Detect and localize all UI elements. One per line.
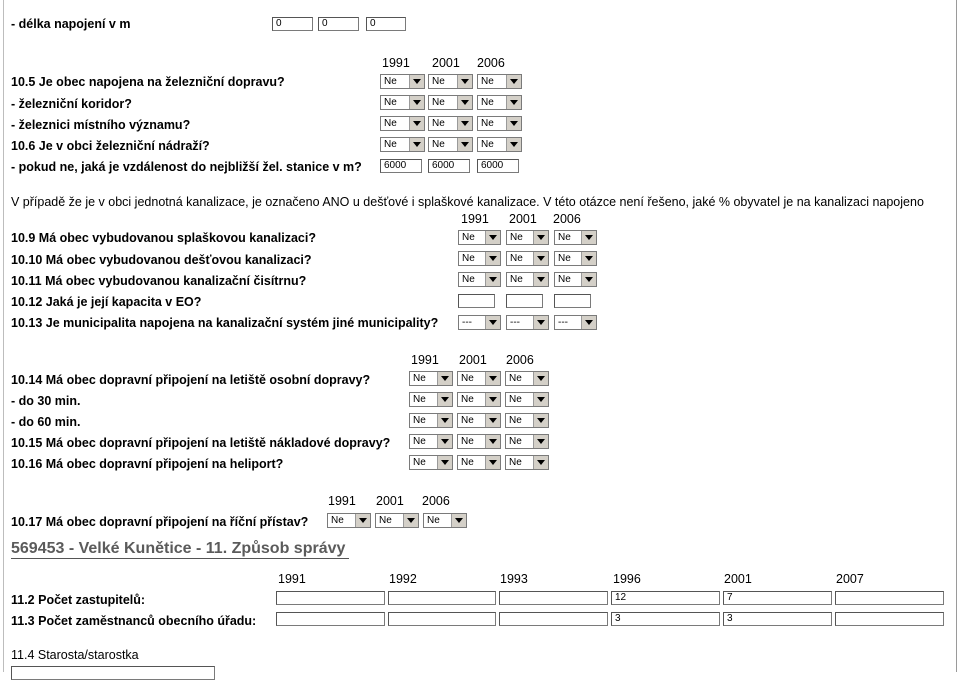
q11-2-label: 11.2 Počet zastupitelů: xyxy=(11,593,146,607)
dropdown-arrow-icon xyxy=(485,372,500,385)
distance-input-2001[interactable]: 6000 xyxy=(428,159,470,173)
select-value: Ne xyxy=(481,139,494,150)
dropdown-arrow-icon xyxy=(581,252,596,265)
select-value: Ne xyxy=(481,97,494,108)
select-value: Ne xyxy=(509,457,522,468)
select-value: Ne xyxy=(509,436,522,447)
sewer-note: V případě že je v obci jednotná kanalizace, je označeno ANO u dešťové i splaškové kanalizace. V této otázce není řešeno, jaké % obyvatel je na kanalizaci napojeno xyxy=(11,195,924,209)
select-value: Ne xyxy=(379,515,392,526)
rail-year-1991: 1991 xyxy=(382,56,410,70)
councillors-input-1992[interactable] xyxy=(388,591,496,605)
admin-year-1996: 1996 xyxy=(613,572,641,586)
distance-input-1991[interactable]: 6000 xyxy=(380,159,422,173)
q10-12-label: 10.12 Jaká je její kapacita v EO? xyxy=(11,295,202,309)
q10-13-label: 10.13 Je municipalita napojena na kanalizační systém jiné municipality? xyxy=(11,316,439,330)
select-value: Ne xyxy=(510,253,523,264)
q10-10-label: 10.10 Má obec vybudovanou dešťovou kanalizaci? xyxy=(11,253,312,267)
councillors-input-1993[interactable] xyxy=(499,591,608,605)
select-value: Ne xyxy=(432,139,445,150)
select-10-6-2006[interactable] xyxy=(477,137,522,152)
admin-year-1993: 1993 xyxy=(500,572,528,586)
length-input-2001[interactable]: 0 xyxy=(318,17,359,31)
q10-15-label: 10.15 Má obec dopravní připojení na letiště nákladové dopravy? xyxy=(11,436,391,450)
select-10-5-1991[interactable] xyxy=(380,74,425,89)
q10-14-label: 10.14 Má obec dopravní připojení na letiště osobní dopravy? xyxy=(11,373,371,387)
capacity-input-2006[interactable] xyxy=(554,294,591,308)
q11-4-label: 11.4 Starosta/starostka xyxy=(11,648,139,662)
dropdown-arrow-icon xyxy=(581,231,596,244)
length-label: - délka napojení v m xyxy=(11,17,131,31)
select-value: Ne xyxy=(461,415,474,426)
frame-left-border xyxy=(3,0,4,672)
capacity-input-2001[interactable] xyxy=(506,294,543,308)
local-rail-label: - železnici místního významu? xyxy=(11,118,191,132)
select-30min-1991[interactable] xyxy=(409,392,453,407)
port-year-1991: 1991 xyxy=(328,494,356,508)
select-value: Ne xyxy=(384,139,397,150)
q10-9-label: 10.9 Má obec vybudovanou splaškovou kanalizaci? xyxy=(11,231,316,245)
select-value: Ne xyxy=(510,274,523,285)
select-value: --- xyxy=(510,317,520,328)
select-60min-2001[interactable] xyxy=(457,413,501,428)
select-10-17-2006[interactable] xyxy=(423,513,467,528)
select-10-17-1991[interactable] xyxy=(327,513,371,528)
dropdown-arrow-icon xyxy=(533,414,548,427)
select-10-14-2006[interactable] xyxy=(505,371,549,386)
select-value: Ne xyxy=(413,457,426,468)
q10-5-label: 10.5 Je obec napojena na železniční dopravu? xyxy=(11,75,285,89)
dropdown-arrow-icon xyxy=(409,75,424,88)
port-year-2006: 2006 xyxy=(422,494,450,508)
select-10-16-2006[interactable] xyxy=(505,455,549,470)
dropdown-arrow-icon xyxy=(437,414,452,427)
select-local-2006[interactable] xyxy=(477,116,522,131)
dropdown-arrow-icon xyxy=(485,414,500,427)
select-30min-2001[interactable] xyxy=(457,392,501,407)
staff-input-1992[interactable] xyxy=(388,612,496,626)
dropdown-arrow-icon xyxy=(533,273,548,286)
select-value: Ne xyxy=(432,97,445,108)
select-10-5-2006[interactable] xyxy=(477,74,522,89)
select-10-17-2001[interactable] xyxy=(375,513,419,528)
dropdown-arrow-icon xyxy=(506,75,521,88)
section-title-underline xyxy=(11,558,349,559)
select-10-10-2001[interactable] xyxy=(506,251,549,266)
select-value: Ne xyxy=(384,97,397,108)
dropdown-arrow-icon xyxy=(457,117,472,130)
air-year-2006: 2006 xyxy=(506,353,534,367)
select-10-13-2001[interactable] xyxy=(506,315,549,330)
councillors-input-1991[interactable] xyxy=(276,591,385,605)
select-10-9-2006[interactable] xyxy=(554,230,597,245)
dropdown-arrow-icon xyxy=(533,456,548,469)
dropdown-arrow-icon xyxy=(533,231,548,244)
select-30min-2006[interactable] xyxy=(505,392,549,407)
dropdown-arrow-icon xyxy=(533,252,548,265)
select-value: Ne xyxy=(384,118,397,129)
select-value: Ne xyxy=(461,373,474,384)
staff-input-1993[interactable] xyxy=(499,612,608,626)
dropdown-arrow-icon xyxy=(457,138,472,151)
dropdown-arrow-icon xyxy=(581,316,596,329)
dropdown-arrow-icon xyxy=(437,372,452,385)
select-10-6-1991[interactable] xyxy=(380,137,425,152)
staff-input-2007[interactable] xyxy=(835,612,944,626)
dropdown-arrow-icon xyxy=(533,435,548,448)
q10-11-label: 10.11 Má obec vybudovanou kanalizační čisítrnu? xyxy=(11,274,307,288)
select-10-16-1991[interactable] xyxy=(409,455,453,470)
select-10-11-2006[interactable] xyxy=(554,272,597,287)
select-value: Ne xyxy=(462,253,475,264)
select-corridor-2001[interactable] xyxy=(428,95,473,110)
dropdown-arrow-icon xyxy=(533,372,548,385)
select-value: Ne xyxy=(509,373,522,384)
dropdown-arrow-icon xyxy=(581,273,596,286)
select-corridor-2006[interactable] xyxy=(477,95,522,110)
select-10-11-1991[interactable] xyxy=(458,272,501,287)
dropdown-arrow-icon xyxy=(485,316,500,329)
length-input-1991[interactable]: 0 xyxy=(272,17,313,31)
select-value: --- xyxy=(462,317,472,328)
select-value: Ne xyxy=(461,394,474,405)
select-value: Ne xyxy=(432,118,445,129)
admin-year-1992: 1992 xyxy=(389,572,417,586)
select-value: Ne xyxy=(481,76,494,87)
select-local-1991[interactable] xyxy=(380,116,425,131)
admin-year-2007: 2007 xyxy=(836,572,864,586)
dropdown-arrow-icon xyxy=(457,75,472,88)
capacity-input-1991[interactable] xyxy=(458,294,495,308)
select-10-11-2001[interactable] xyxy=(506,272,549,287)
dropdown-arrow-icon xyxy=(506,138,521,151)
select-10-9-1991[interactable] xyxy=(458,230,501,245)
select-60min-1991[interactable] xyxy=(409,413,453,428)
select-10-14-1991[interactable] xyxy=(409,371,453,386)
select-corridor-1991[interactable] xyxy=(380,95,425,110)
sewer-year-2001: 2001 xyxy=(509,212,537,226)
dropdown-arrow-icon xyxy=(409,117,424,130)
rail-year-2001: 2001 xyxy=(432,56,460,70)
select-value: Ne xyxy=(413,373,426,384)
q10-6-label: 10.6 Je v obci železniční nádraží? xyxy=(11,139,210,153)
select-10-13-1991[interactable] xyxy=(458,315,501,330)
dropdown-arrow-icon xyxy=(485,456,500,469)
admin-year-2001: 2001 xyxy=(724,572,752,586)
select-10-6-2001[interactable] xyxy=(428,137,473,152)
dropdown-arrow-icon xyxy=(355,514,370,527)
dropdown-arrow-icon xyxy=(506,117,521,130)
dropdown-arrow-icon xyxy=(485,231,500,244)
q10-16-label: 10.16 Má obec dopravní připojení na heliport? xyxy=(11,457,284,471)
dropdown-arrow-icon xyxy=(485,435,500,448)
select-value: Ne xyxy=(510,232,523,243)
select-10-9-2001[interactable] xyxy=(506,230,549,245)
dropdown-arrow-icon xyxy=(533,393,548,406)
select-value: Ne xyxy=(432,76,445,87)
select-10-10-2006[interactable] xyxy=(554,251,597,266)
section-title: 569453 - Velké Kunětice - 11. Způsob správy xyxy=(11,540,346,557)
dropdown-arrow-icon xyxy=(485,273,500,286)
select-10-15-2001[interactable] xyxy=(457,434,501,449)
admin-year-1991: 1991 xyxy=(278,572,306,586)
select-60min-2006[interactable] xyxy=(505,413,549,428)
select-value: Ne xyxy=(481,118,494,129)
select-value: Ne xyxy=(461,436,474,447)
select-10-13-2006[interactable] xyxy=(554,315,597,330)
staff-input-1991[interactable] xyxy=(276,612,385,626)
dropdown-arrow-icon xyxy=(409,96,424,109)
air-year-1991: 1991 xyxy=(411,353,439,367)
dropdown-arrow-icon xyxy=(409,138,424,151)
staff-input-1996[interactable]: 3 xyxy=(611,612,720,626)
select-10-16-2001[interactable] xyxy=(457,455,501,470)
select-value: Ne xyxy=(413,436,426,447)
select-value: Ne xyxy=(413,415,426,426)
select-value: Ne xyxy=(461,457,474,468)
q10-17-label: 10.17 Má obec dopravní připojení na říční přístav? xyxy=(11,515,309,529)
select-10-15-2006[interactable] xyxy=(505,434,549,449)
select-10-15-1991[interactable] xyxy=(409,434,453,449)
within-60-label: - do 60 min. xyxy=(11,415,81,429)
select-value: Ne xyxy=(427,515,440,526)
port-year-2001: 2001 xyxy=(376,494,404,508)
councillors-input-2001[interactable]: 7 xyxy=(723,591,832,605)
select-10-10-1991[interactable] xyxy=(458,251,501,266)
dropdown-arrow-icon xyxy=(437,393,452,406)
dropdown-arrow-icon xyxy=(403,514,418,527)
staff-input-2001[interactable]: 3 xyxy=(723,612,832,626)
select-value: Ne xyxy=(413,394,426,405)
dropdown-arrow-icon xyxy=(437,435,452,448)
dropdown-arrow-icon xyxy=(437,456,452,469)
councillors-input-1996[interactable]: 12 xyxy=(611,591,720,605)
mayor-input[interactable] xyxy=(11,666,215,680)
within-30-label: - do 30 min. xyxy=(11,394,81,408)
distance-label: - pokud ne, jaká je vzdálenost do nejbližší žel. stanice v m? xyxy=(11,160,362,174)
sewer-year-1991: 1991 xyxy=(461,212,489,226)
dropdown-arrow-icon xyxy=(485,252,500,265)
dropdown-arrow-icon xyxy=(485,393,500,406)
councillors-input-2007[interactable] xyxy=(835,591,944,605)
select-local-2001[interactable] xyxy=(428,116,473,131)
select-value: Ne xyxy=(509,415,522,426)
select-value: Ne xyxy=(509,394,522,405)
air-year-2001: 2001 xyxy=(459,353,487,367)
length-input-2006[interactable]: 0 xyxy=(366,17,406,31)
select-value: Ne xyxy=(331,515,344,526)
dropdown-arrow-icon xyxy=(533,316,548,329)
select-value: Ne xyxy=(462,274,475,285)
select-value: Ne xyxy=(384,76,397,87)
select-10-14-2001[interactable] xyxy=(457,371,501,386)
distance-input-2006[interactable]: 6000 xyxy=(477,159,519,173)
select-value: Ne xyxy=(558,232,571,243)
select-value: Ne xyxy=(558,253,571,264)
select-value: Ne xyxy=(462,232,475,243)
dropdown-arrow-icon xyxy=(451,514,466,527)
q11-3-label: 11.3 Počet zaměstnanců obecního úřadu: xyxy=(11,614,257,628)
dropdown-arrow-icon xyxy=(457,96,472,109)
rail-year-2006: 2006 xyxy=(477,56,505,70)
select-value: --- xyxy=(558,317,568,328)
sewer-year-2006: 2006 xyxy=(553,212,581,226)
dropdown-arrow-icon xyxy=(506,96,521,109)
corridor-label: - železniční koridor? xyxy=(11,97,132,111)
select-10-5-2001[interactable] xyxy=(428,74,473,89)
select-value: Ne xyxy=(558,274,571,285)
